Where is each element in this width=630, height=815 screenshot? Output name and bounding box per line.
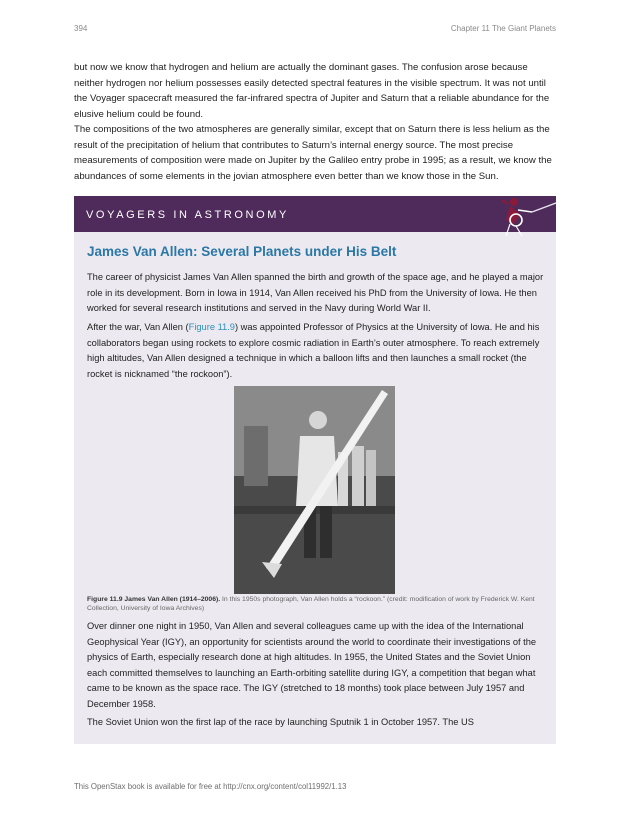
figure-caption	[87, 595, 545, 613]
chapter-title: Chapter 11 The Giant Planets	[450, 24, 556, 33]
astronomer-with-telescope-icon	[480, 196, 556, 238]
page-footer: This OpenStax book is available for free at http://cnx.org/content/col11992/1.13	[74, 782, 347, 791]
feature-title: James Van Allen: Several Planets under His Belt	[87, 244, 397, 259]
page-header	[74, 24, 556, 36]
caption-text: In this 1950s photograph, Van Allen holds a “rockoon.” (credit: modification of work by Frederick W. Kent Collection, University of Iowa Archives)	[87, 596, 535, 612]
figure-11-9-link[interactable]: Figure 11.9	[188, 322, 235, 332]
feature-paragraph-4: The Soviet Union won the first lap of the race by launching Sputnik 1 in October 1957. The US	[87, 717, 474, 727]
van-allen-photo	[234, 386, 395, 594]
caption-label: Figure 11.9 James Van Allen (1914–2006).	[87, 596, 221, 603]
feature-paragraph-2	[87, 320, 545, 382]
paragraph-text: After the war, Van Allen (	[87, 322, 189, 332]
feature-paragraph-1: The career of physicist James Van Allen spanned the birth and growth of the space age, and he played a major role in its development. Born in Iowa in 1914, Van Allen received his PhD from the University of Iowa. He then worked for several research institutions and served in the Navy during World War II.	[87, 272, 544, 314]
feature-paragraph-3: Over dinner one night in 1950, Van Allen and several colleagues came up with the idea of the International Geophysical Year (IGY), an opportunity for scientists around the world to coordinate their investigations of the physics of Earth, especially research done at high altitudes. In 1955, the United States and the Soviet Union each committed themselves to launching an Earth-orbiting satellite during IGY, a competition that began what came to be known as the space race. The IGY (stretched to 18 months) took place between July 1957 and December 1958.	[87, 621, 537, 709]
page-number: 394	[74, 24, 88, 33]
feature-header-bar	[74, 196, 556, 232]
paragraph-text: ) was appointed Professor of Physics at the University of Iowa. He and his collaborators began using rockets to explore cosmic radiation in Earth’s outer atmosphere. To reach extremely high altitudes, Van Allen designed a technique in which a balloon lifts and then launches a small rocket (the rocket is nicknamed “the rockoon”).	[87, 322, 540, 379]
voyagers-feature-box	[74, 196, 556, 744]
intro-paragraph-2: The compositions of the two atmospheres are generally similar, except that on Saturn there is less helium as the result of the precipitation of helium that contributes to Saturn’s internal energy source. The most precise measurements of composition were made on Jupiter by the Galileo entry probe in 1995; as a result, we know the abundances of some elements in the jovian atmosphere even better than we know those in the Sun.	[74, 124, 552, 182]
feature-label: VOYAGERS IN ASTRONOMY	[86, 209, 289, 221]
intro-paragraph-1: but now we know that hydrogen and helium are actually the dominant gases. The confusion arose because neither hydrogen nor helium possesses easily detected spectral features in the visible spectrum. It was not until the Voyager spacecraft measured the far-infrared spectra of Jupiter and Saturn that a reliable abundance for the elusive helium could be found.	[74, 62, 550, 120]
